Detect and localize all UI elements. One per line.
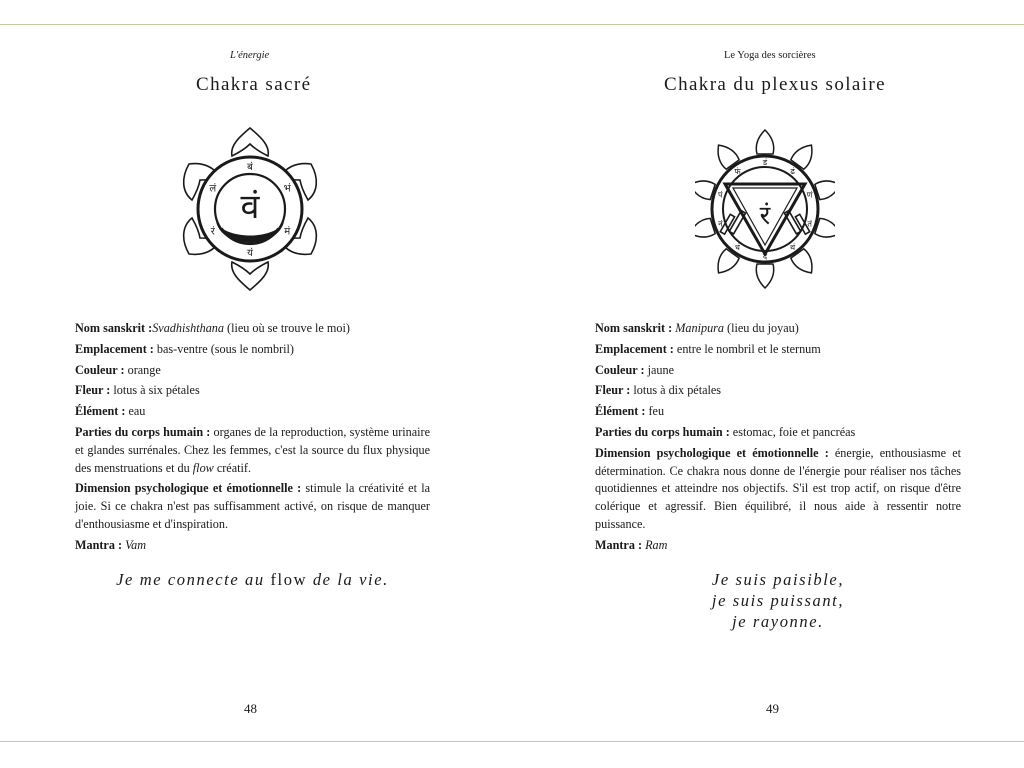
detail-label: Couleur : xyxy=(75,362,125,377)
quote-emphasis: flow xyxy=(270,570,308,589)
detail-entry xyxy=(595,341,961,359)
detail-entry xyxy=(595,445,961,534)
detail-entry xyxy=(75,362,430,380)
page-number: 49 xyxy=(766,701,779,716)
detail-value: créatif. xyxy=(213,460,252,475)
detail-entry xyxy=(595,424,961,442)
detail-value: flow xyxy=(192,460,214,475)
page-number: 48 xyxy=(244,701,257,716)
detail-label: Nom sanskrit : xyxy=(595,321,673,335)
petal-letter: फं xyxy=(734,167,741,176)
detail-label: Couleur : xyxy=(595,362,645,377)
lotus-petal xyxy=(756,264,773,288)
quote-text: Je me connecte au xyxy=(116,570,271,589)
quote-line: je suis puissant, xyxy=(711,591,845,610)
quote-line: je rayonne. xyxy=(732,612,824,631)
detail-value: stimule la créativité et la joie. Si ce chakra n'est pas suffisamment activé, on risque de manquer d'enthousiasme et d'inspiration. xyxy=(75,481,430,531)
detail-value: lotus à dix pétales xyxy=(630,383,722,398)
detail-value: feu xyxy=(645,404,665,419)
chakra-details xyxy=(595,320,961,558)
detail-value: Vam xyxy=(122,537,147,552)
detail-label: Élément : xyxy=(595,404,646,419)
detail-value: (lieu où se trouve le moi) xyxy=(223,321,350,335)
petal-letter: यं xyxy=(247,248,253,259)
detail-entry xyxy=(75,382,430,400)
petal-letter: रं xyxy=(210,226,215,238)
detail-value: lotus à six pétales xyxy=(110,383,200,398)
petal-letter: णं xyxy=(806,190,813,200)
petal-letter: बं xyxy=(247,162,253,173)
detail-entry xyxy=(75,424,430,477)
detail-label: Parties du corps humain : xyxy=(595,424,730,439)
petal-letter: तं xyxy=(807,219,812,229)
petal-letter: पं xyxy=(718,190,723,200)
detail-value: Manipura xyxy=(672,321,724,335)
petal-letter: डं xyxy=(762,158,768,167)
quote-line: Je suis paisible, xyxy=(711,570,845,589)
petal-letter: धं xyxy=(734,243,740,252)
detail-entry xyxy=(595,403,961,421)
detail-value: Svadhishthana xyxy=(152,321,224,335)
sacral-chakra-icon xyxy=(180,126,320,292)
detail-label: Élément : xyxy=(75,404,126,419)
detail-entry xyxy=(595,537,961,555)
detail-label: Emplacement : xyxy=(595,341,674,356)
detail-label: Fleur : xyxy=(595,383,631,398)
petal-letter: नं xyxy=(718,219,723,229)
right-page xyxy=(512,0,1024,768)
chakra-details xyxy=(75,320,430,558)
detail-entry xyxy=(75,403,430,421)
solar-plexus-chakra-icon xyxy=(695,126,835,292)
detail-value: jaune xyxy=(644,362,674,377)
petal-letter: थं xyxy=(790,243,796,252)
detail-value: Ram xyxy=(642,537,668,552)
petal-letter: भं xyxy=(283,183,291,195)
affirmation-quote xyxy=(75,569,430,590)
petal-letter: मं xyxy=(284,226,291,238)
detail-label: Dimension psychologique et émotionnelle : xyxy=(75,481,302,496)
petal-letter: लं xyxy=(209,183,217,195)
page-title: Chakra sacré xyxy=(196,74,312,95)
detail-label: Fleur : xyxy=(75,383,111,398)
detail-value: bas-ventre (sous le nombril) xyxy=(153,341,294,356)
detail-value: (lieu du joyau) xyxy=(724,321,799,335)
detail-value: entre le nombril et le sternum xyxy=(673,341,821,356)
central-bija-letter: रं xyxy=(759,201,771,231)
detail-label: Dimension psychologique et émotionnelle : xyxy=(595,445,829,460)
detail-value: eau xyxy=(125,404,146,419)
running-head: Le Yoga des sorcières xyxy=(724,50,816,61)
detail-entry xyxy=(595,362,961,380)
detail-label: Mantra : xyxy=(75,537,123,552)
detail-value: orange xyxy=(124,362,161,377)
page-title: Chakra du plexus solaire xyxy=(664,74,886,95)
detail-label: Nom sanskrit : xyxy=(75,321,153,335)
detail-entry xyxy=(75,341,430,359)
detail-label: Parties du corps humain : xyxy=(75,424,211,439)
petal-letter: दं xyxy=(762,252,768,261)
central-bija-letter: वं xyxy=(240,187,260,227)
petal-letter: ढं xyxy=(790,167,795,176)
affirmation-quote xyxy=(595,569,961,632)
quote-text-end: de la vie. xyxy=(307,570,389,589)
detail-label: Emplacement : xyxy=(75,341,154,356)
detail-value: estomac, foie et pancréas xyxy=(729,424,856,439)
detail-entry xyxy=(595,382,961,400)
running-head: L'énergie xyxy=(230,50,270,61)
detail-label: Mantra : xyxy=(595,537,643,552)
detail-entry xyxy=(75,480,430,533)
detail-entry xyxy=(595,320,961,338)
detail-entry xyxy=(75,320,430,338)
detail-value: énergie, enthousiasme et détermination. Ce chakra nous donne de l'énergie pour réaliser nos tâches quotidiennes et atteindre nos objectifs. S'il est trop actif, on risque d'être colérique et agressif. Bien équilibré, il nous aide à ressentir notre puissance. xyxy=(595,445,961,531)
detail-value: organes de la reproduction, système urinaire et glandes surrénales. Chez les femmes, c'est la source du flux physique des menstruations et du xyxy=(75,424,430,475)
detail-entry xyxy=(75,537,430,555)
lotus-petal xyxy=(756,130,773,154)
